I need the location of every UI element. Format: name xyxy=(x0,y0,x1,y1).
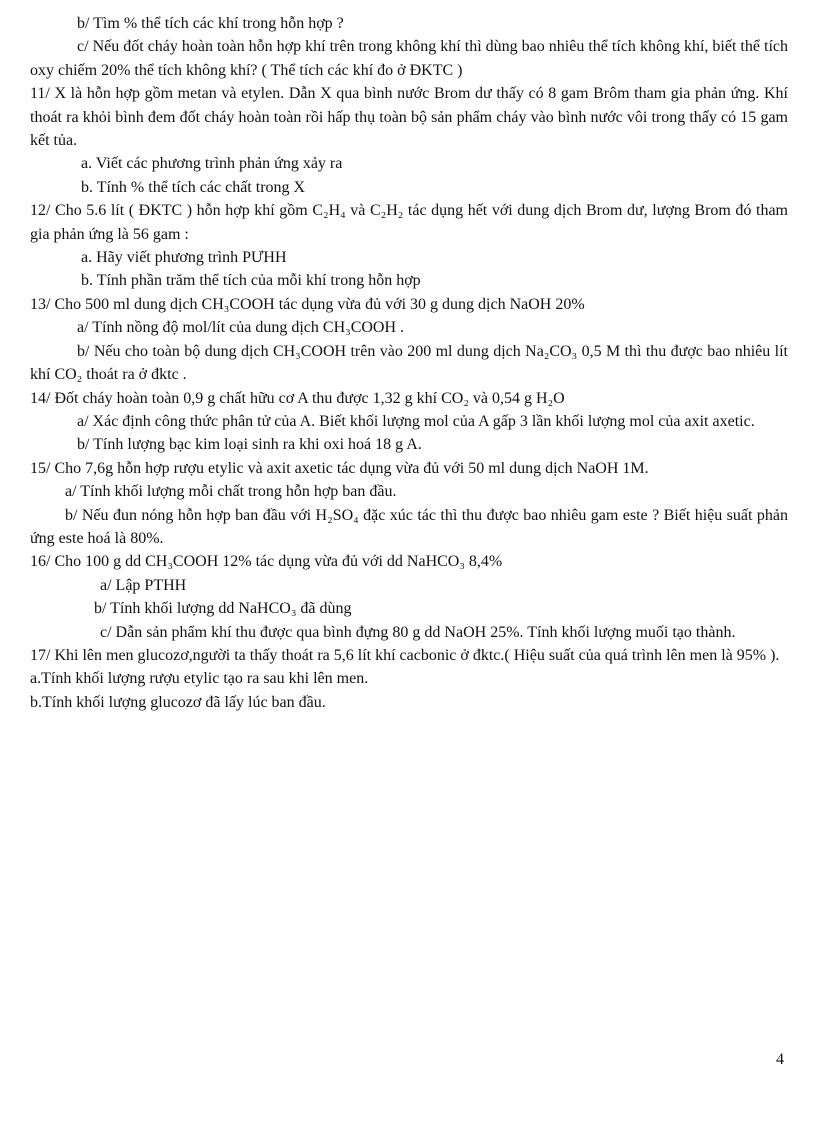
page-number: 4 xyxy=(776,1051,784,1068)
q16-part-c: c/ Dẫn sản phẩm khí thu được qua bình đựng 80 g dd NaOH 25%. Tính khối lượng muối tạo thành. xyxy=(100,623,736,641)
q11-part-b: b. Tính % thể tích các chất trong X xyxy=(81,178,306,196)
q17-part-a: a.Tính khối lượng rượu etylic tạo ra sau khi lên men. xyxy=(30,670,369,688)
q15-part-a: a/ Tính khối lượng mỗi chất trong hỗn hợp ban đầu. xyxy=(65,483,397,501)
q16-part-a: a/ Lập PTHH xyxy=(100,576,187,594)
q16-part-b: b/ Tính khối lượng dd NaHCO₃ đã dùng xyxy=(94,600,352,618)
q17-part-b: b.Tính khối lượng glucozơ đã lấy lúc ban đầu. xyxy=(30,693,326,711)
question-11: 11/ X là hỗn hợp gồm metan và etylen. Dẫn X qua bình nước Brom dư thấy có 8 gam Brôm tham gia phản ứng. Khí thoát ra khỏi bình đem đốt cháy hoàn toàn rồi hấp thụ toàn bộ sản phẩm cháy vào bình nước vôi trong thấy có 15 gam kết tủa. xyxy=(30,85,788,150)
question-17: 17/ Khi lên men glucozơ,người ta thấy thoát ra 5,6 lít khí cacbonic ở đktc.( Hiệu suất của quá trình lên men là 95% ). xyxy=(30,646,780,664)
q14-part-b: b/ Tính lượng bạc kim loại sinh ra khi oxi hoá 18 g A. xyxy=(77,436,422,454)
question-14: 14/ Đốt cháy hoàn toàn 0,9 g chất hữu cơ A thu được 1,32 g khí CO₂ và 0,54 g H₂O xyxy=(30,389,565,407)
question-12: 12/ Cho 5.6 lít ( ĐKTC ) hỗn hợp khí gồm C₂H₄ và C₂H₂ tác dụng hết với dung dịch Brom dư, lượng Brom đó tham gia phản ứng là 56 gam : xyxy=(30,202,788,243)
q11-part-a: a. Viết các phương trình phản ứng xảy ra xyxy=(81,155,343,173)
q10-part-b: b/ Tìm % thể tích các khí trong hỗn hợp ? xyxy=(77,15,344,32)
q13-part-a: a/ Tính nồng độ mol/lít của dung dịch CH₃COOH . xyxy=(77,319,405,337)
q14-part-a: a/ Xác định công thức phân tử của A. Biết khối lượng mol của A gấp 3 lần khối lượng mol của axit axetic. xyxy=(77,412,755,430)
exercise-list xyxy=(30,12,788,714)
q10-part-c: c/ Nếu đốt cháy hoàn toàn hỗn hợp khí trên trong không khí thì dùng bao nhiêu thể tích không khí, biết thể tích oxy chiếm 20% thể tích không khí? ( Thể tích các khí đo ở ĐKTC ) xyxy=(30,38,788,79)
question-13: 13/ Cho 500 ml dung dịch CH₃COOH tác dụng vừa đủ với 30 g dung dịch NaOH 20% xyxy=(30,295,585,313)
question-15: 15/ Cho 7,6g hỗn hợp rượu etylic và axit axetic tác dụng vừa đủ với 50 ml dung dịch NaOH 1M. xyxy=(30,459,649,477)
q12-part-b: b. Tính phần trăm thể tích của mỗi khí trong hỗn hợp xyxy=(81,272,421,290)
q13-part-b: b/ Nếu cho toàn bộ dung dịch CH₃COOH trên vào 200 ml dung dịch Na₂CO₃ 0,5 M thì thu được bao nhiêu lít khí CO₂ thoát ra ở đktc . xyxy=(30,342,788,384)
q12-part-a: a. Hãy viết phương trình PƯHH xyxy=(81,249,287,267)
q15-part-b: b/ Nếu đun nóng hỗn hợp ban đầu với H₂SO₄ đặc xúc tác thì thu được bao nhiêu gam este ? Biết hiệu suất phản ứng este hoá là 80%. xyxy=(30,506,788,547)
question-16: 16/ Cho 100 g dd CH₃COOH 12% tác dụng vừa đủ với dd NaHCO₃ 8,4% xyxy=(30,553,503,571)
